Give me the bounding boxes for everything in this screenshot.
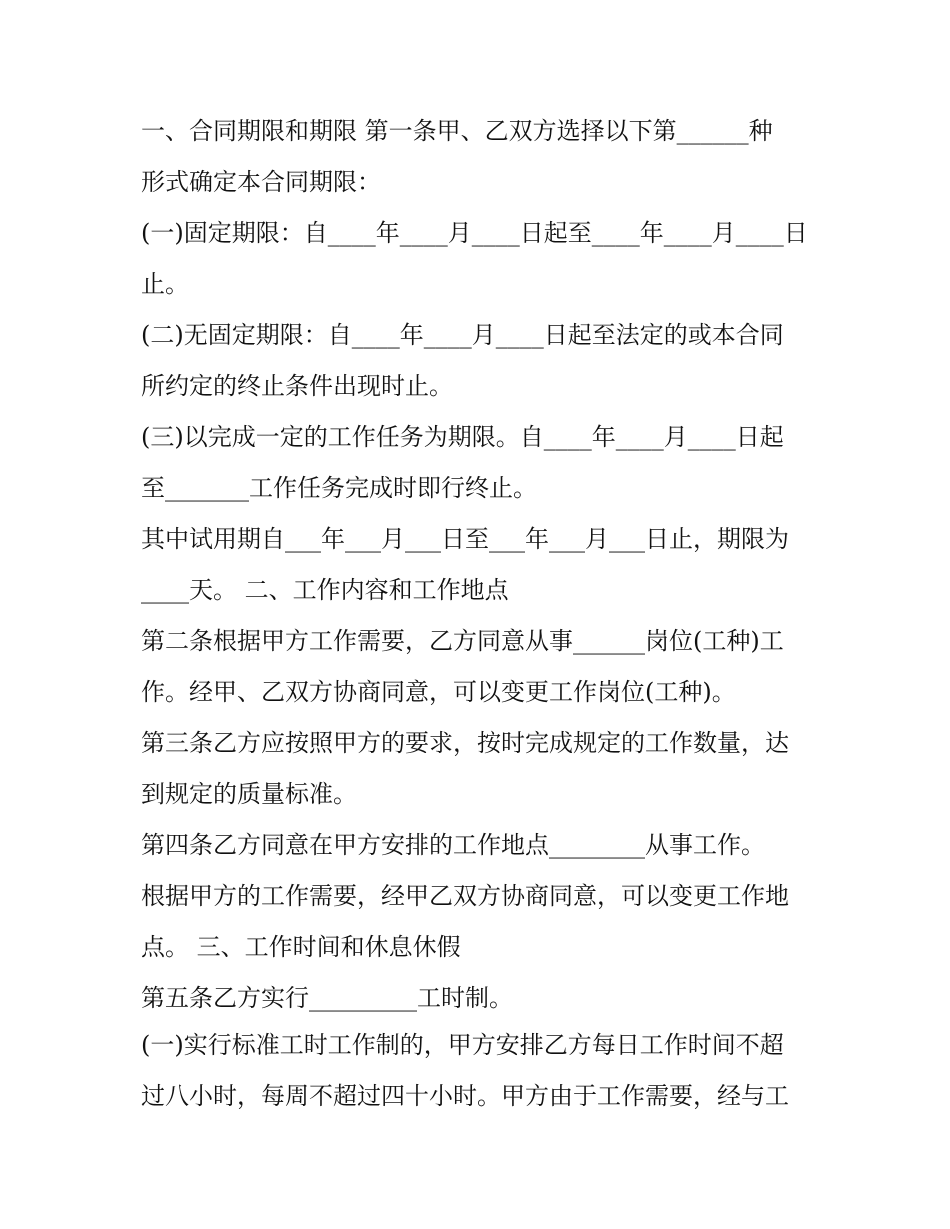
text-line: 止。 bbox=[141, 270, 189, 298]
text-line: (二)无固定期限：自____年____月____日起至法定的或本合同 bbox=[141, 321, 784, 349]
text-line: (三)以完成一定的工作任务为期限。自____年____月____日起 bbox=[141, 423, 784, 451]
text-line: 到规定的质量标准。 bbox=[141, 780, 357, 808]
text-line: (一)实行标准工时工作制的，甲方安排乙方每日工作时间不超 bbox=[141, 1031, 784, 1059]
text-line: 第三条乙方应按照甲方的要求，按时完成规定的工作数量，达 bbox=[141, 729, 789, 757]
text-line: 根据甲方的工作需要，经甲乙双方协商同意，可以变更工作地 bbox=[141, 882, 789, 910]
text-line: 点。 三、工作时间和休息休假 bbox=[141, 933, 461, 961]
text-line: 所约定的终止条件出现时止。 bbox=[141, 372, 453, 400]
text-line: ____天。 二、工作内容和工作地点 bbox=[141, 576, 509, 604]
text-line: 一、合同期限和期限 第一条甲、乙双方选择以下第______种 bbox=[141, 117, 773, 145]
text-line: 第四条乙方同意在甲方安排的工作地点________从事工作。 bbox=[141, 831, 765, 859]
text-line: 其中试用期自___年___月___日至___年___月___日止，期限为 bbox=[141, 525, 789, 553]
text-line: 第五条乙方实行_________工时制。 bbox=[141, 984, 513, 1012]
text-line: 作。经甲、乙双方协商同意，可以变更工作岗位(工种)。 bbox=[141, 678, 736, 706]
text-line: 至_______工作任务完成时即行终止。 bbox=[141, 474, 537, 502]
text-line: (一)固定期限：自____年____月____日起至____年____月____日 bbox=[141, 219, 808, 247]
text-line: 过八小时，每周不超过四十小时。甲方由于工作需要，经与工 bbox=[141, 1082, 789, 1110]
text-line: 第二条根据甲方工作需要，乙方同意从事______岗位(工种)工 bbox=[141, 627, 784, 655]
text-line: 形式确定本合同期限： bbox=[141, 168, 381, 196]
